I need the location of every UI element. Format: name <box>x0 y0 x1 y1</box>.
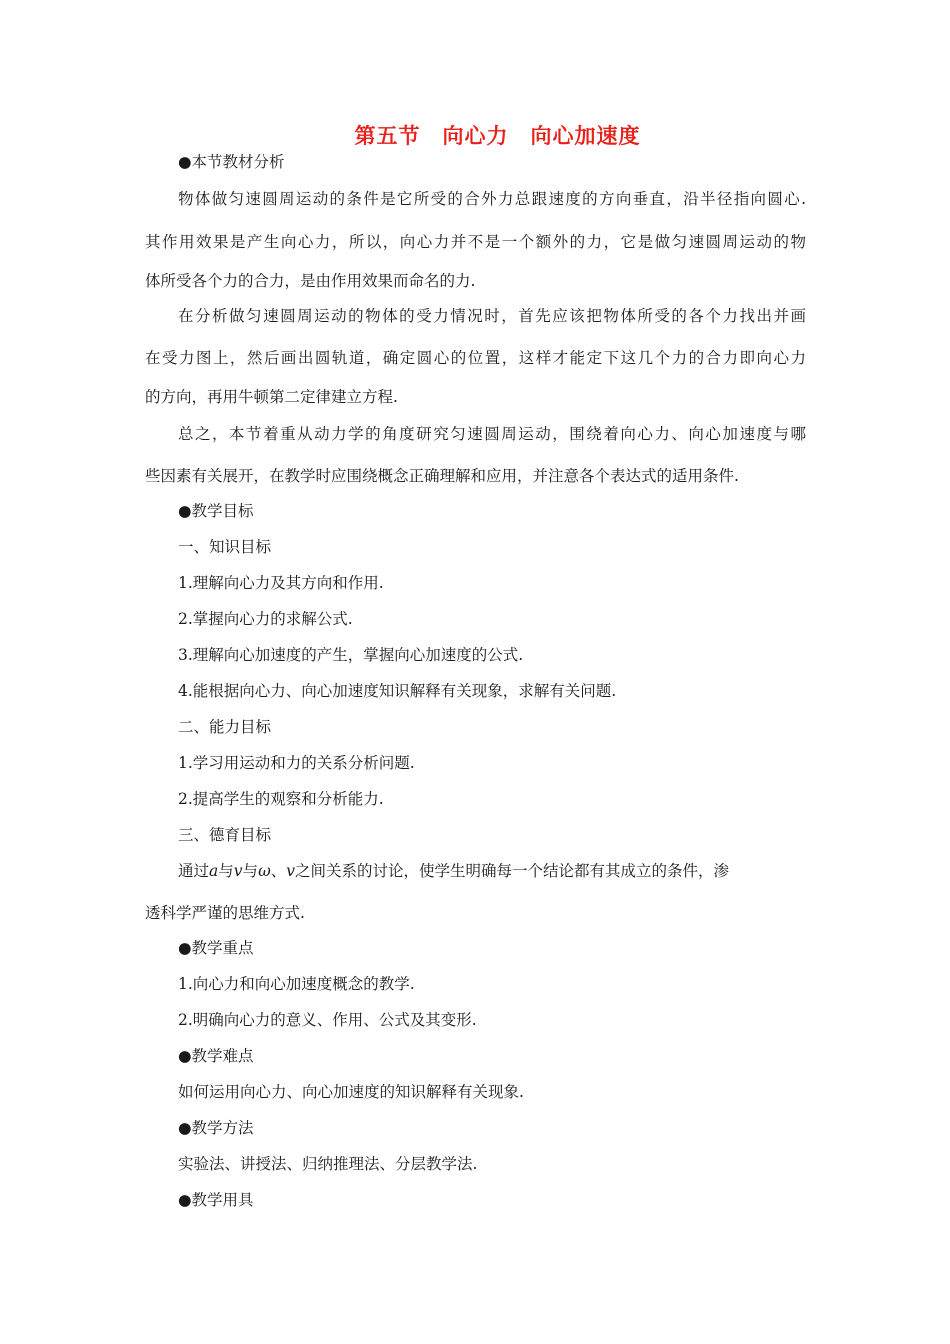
variable-a: a <box>209 862 219 880</box>
analysis-paragraph-2-line-3: 的方向，再用牛顿第二定律建立方程. <box>145 388 398 406</box>
key-point-item-2: 2.明确向心力的意义、作用、公式及其变形. <box>178 1011 477 1029</box>
variable-v-2: v <box>286 862 295 880</box>
moral-text-pre: 通过 <box>178 862 210 880</box>
subheading-ability: 二、能力目标 <box>178 718 272 736</box>
moral-text-separator: 、 <box>270 862 287 880</box>
ability-item-1: 1.学习用运动和力的关系分析问题. <box>178 754 415 772</box>
analysis-paragraph-1-line-2: 其作用效果是产生向心力，所以，向心力并不是一个额外的力，它是做匀速圆周运动的物 <box>145 233 806 251</box>
key-point-item-1: 1.向心力和向心加速度概念的教学. <box>178 975 415 993</box>
variable-omega: ω <box>258 862 271 880</box>
knowledge-item-3: 3.理解向心加速度的产生，掌握向心加速度的公式. <box>178 646 524 664</box>
section-heading-methods: ●教学方法 <box>178 1119 254 1137</box>
variable-v: v <box>233 862 243 880</box>
moral-text-with-2: 与 <box>242 862 259 880</box>
page-title: 第五节 向心力 向心加速度 <box>354 123 641 148</box>
section-heading-analysis: ●本节教材分析 <box>178 153 285 171</box>
moral-paragraph-line-2: 透科学严谨的思维方式. <box>145 904 305 922</box>
moral-text-with-1: 与 <box>218 862 234 880</box>
ability-item-2: 2.提高学生的观察和分析能力. <box>178 790 384 808</box>
knowledge-item-2: 2.掌握向心力的求解公式. <box>178 610 353 628</box>
analysis-paragraph-3-line-1: 总之，本节着重从动力学的角度研究匀速圆周运动，围绕着向心力、向心加速度与哪 <box>178 425 806 443</box>
section-heading-key-points: ●教学重点 <box>178 939 254 957</box>
subheading-moral: 三、德育目标 <box>178 826 272 844</box>
knowledge-item-1: 1.理解向心力及其方向和作用. <box>178 574 384 592</box>
methods-text: 实验法、讲授法、归纳推理法、分层教学法. <box>178 1155 478 1173</box>
analysis-paragraph-2-line-1: 在分析做匀速圆周运动的物体的受力情况时，首先应该把物体所受的各个力找出并画 <box>178 307 806 325</box>
moral-text-rest: 之间关系的讨论，使学生明确每一个结论都有其成立的条件，渗 <box>294 862 729 880</box>
analysis-paragraph-3-line-2: 些因素有关展开，在教学时应围绕概念正确理解和应用，并注意各个表达式的适用条件. <box>145 467 739 485</box>
moral-paragraph-line-1 <box>178 861 729 881</box>
difficulties-text: 如何运用向心力、向心加速度的知识解释有关现象. <box>178 1083 524 1101</box>
knowledge-item-4: 4.能根据向心力、向心加速度知识解释有关现象，求解有关问题. <box>178 682 617 700</box>
analysis-paragraph-1-line-1: 物体做匀速圆周运动的条件是它所受的合外力总跟速度的方向垂直，沿半径指向圆心. <box>178 190 806 208</box>
analysis-paragraph-2-line-2: 在受力图上，然后画出圆轨道，确定圆心的位置，这样才能定下这几个力的合力即向心力 <box>145 349 806 367</box>
analysis-paragraph-1-line-3: 体所受各个力的合力，是由作用效果而命名的力. <box>145 272 476 290</box>
subheading-knowledge: 一、知识目标 <box>178 538 272 556</box>
section-heading-difficulties: ●教学难点 <box>178 1047 254 1065</box>
section-heading-goals: ●教学目标 <box>178 502 254 520</box>
section-heading-tools: ●教学用具 <box>178 1191 254 1209</box>
